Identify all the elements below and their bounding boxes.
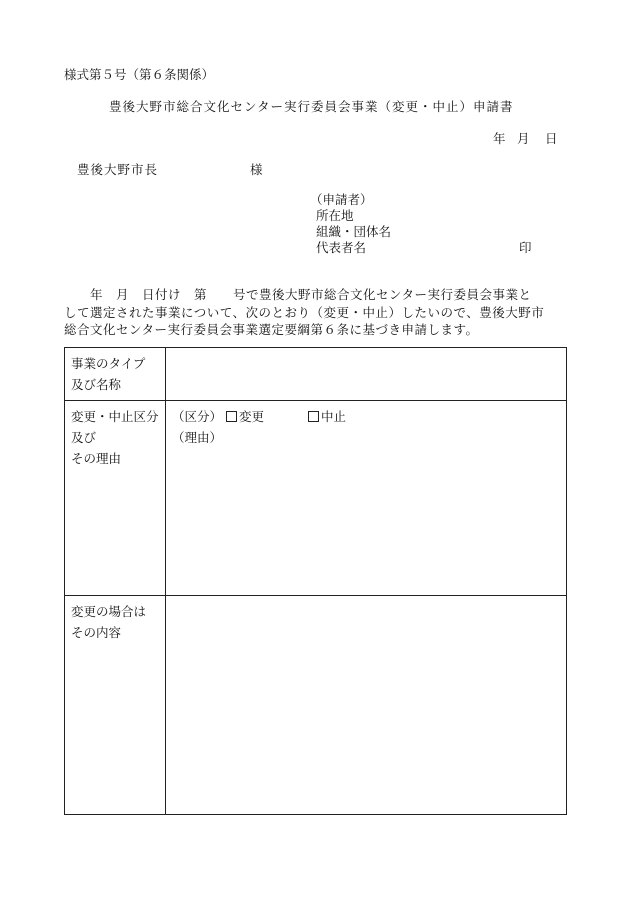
change-details-label-2: その内容 (71, 625, 122, 640)
body-paragraph (64, 286, 562, 339)
category-label: （区分） (172, 409, 223, 424)
change-checkbox[interactable] (226, 411, 237, 422)
seal-mark: 印 (519, 240, 532, 255)
body-line-2: して選定された事業について、次のとおり（変更・中止）したいので、豊後大野市 (64, 304, 545, 320)
applicant-rep-label: 代表者名 (316, 240, 367, 255)
project-type-label: 事業のタイプ (71, 356, 146, 371)
project-type-label-cell (65, 348, 166, 401)
date-day: 日 (545, 131, 558, 146)
change-reason-label: その理由 (71, 451, 122, 466)
addressee-honorific: 様 (250, 162, 263, 177)
body-line-3: 総合文化センター実行委員会事業選定要綱第６条に基づき申請します。 (64, 322, 479, 337)
applicant-org-label: 組織・団体名 (316, 224, 392, 239)
table-row (65, 401, 567, 596)
cancel-checkbox[interactable] (308, 411, 319, 422)
body-line-1: 年 月 日付け 第 号で豊後大野市総合文化センター実行委員会事業と (64, 287, 532, 302)
change-category-input-cell[interactable] (166, 401, 567, 596)
application-table (64, 347, 567, 815)
applicant-heading: （申請者） (310, 192, 373, 207)
date-year: 年 (493, 131, 506, 146)
document-title: 豊後大野市総合文化センター実行委員会事業（変更・中止）申請書 (109, 99, 514, 114)
change-category-and: 及び (71, 430, 97, 445)
applicant-address-label: 所在地 (316, 208, 354, 223)
table-row (65, 348, 567, 401)
change-details-input[interactable] (166, 596, 567, 815)
category-line (172, 406, 560, 427)
addressee-name: 豊後大野市長 (77, 162, 159, 177)
date-month: 月 (517, 131, 530, 146)
cancel-option-label: 中止 (321, 409, 347, 424)
project-type-input[interactable] (166, 348, 567, 401)
table-row (65, 596, 567, 815)
change-category-label: 変更・中止区分 (71, 409, 159, 424)
change-details-label-1: 変更の場合は (71, 604, 147, 619)
change-option-label: 変更 (239, 409, 265, 424)
reason-label: （理由） (172, 430, 223, 445)
change-details-label-cell (65, 596, 166, 815)
change-category-label-cell (65, 401, 166, 596)
form-number: 様式第５号（第６条関係） (64, 67, 215, 82)
project-name-label: 及び名称 (71, 377, 122, 392)
